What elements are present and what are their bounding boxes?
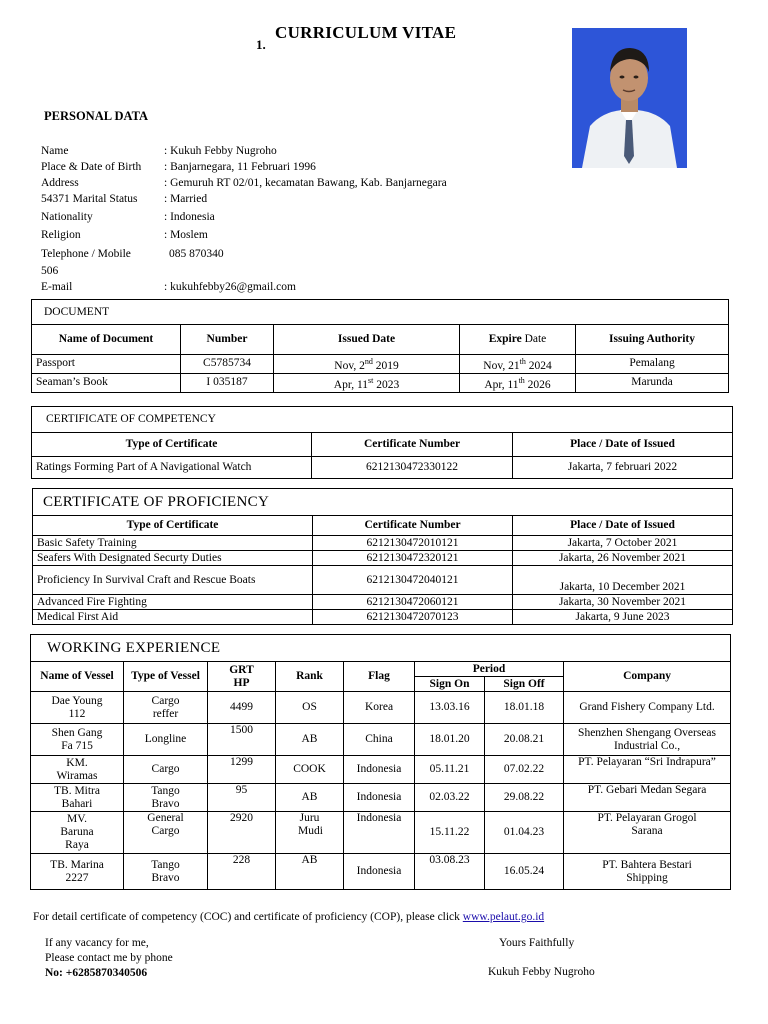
document-header-authority: Issuing Authority bbox=[576, 325, 729, 355]
personal-label-email: E-mail bbox=[41, 281, 73, 293]
cop-place: Jakarta, 7 October 2021 bbox=[513, 536, 733, 551]
work-grt: 228 bbox=[208, 854, 276, 890]
work-company: PT. Pelayaran “Sri Indrapura” bbox=[564, 756, 731, 784]
personal-value-email: : kukuhfebby26@gmail.com bbox=[164, 281, 296, 293]
work-grt: 1500 bbox=[208, 724, 276, 756]
work-vessel: MV. Baruna Raya bbox=[31, 812, 124, 854]
work-rank: OS bbox=[276, 692, 344, 724]
table-row bbox=[32, 457, 733, 479]
personal-label-birth: Place & Date of Birth bbox=[41, 161, 142, 173]
work-flag: Korea bbox=[344, 692, 415, 724]
work-vessel: KM. Wiramas bbox=[31, 756, 124, 784]
cop-type: Medical First Aid bbox=[33, 610, 313, 625]
page-title: CURRICULUM VITAE bbox=[275, 23, 457, 42]
table-row bbox=[31, 854, 731, 890]
work-sign-on: 05.11.21 bbox=[415, 756, 485, 784]
work-rank: AB bbox=[276, 724, 344, 756]
document-number: I 035187 bbox=[181, 373, 274, 392]
cop-place: Jakarta, 26 November 2021 bbox=[513, 551, 733, 566]
document-table bbox=[31, 299, 729, 393]
work-sign-off: 16.05.24 bbox=[485, 854, 564, 890]
work-vessel: TB. Mitra Bahari bbox=[31, 784, 124, 812]
personal-value-birth: : Banjarnegara, 11 Februari 1996 bbox=[164, 161, 316, 173]
document-header-expire: Expire Date bbox=[460, 325, 576, 355]
work-flag: Indonesia bbox=[344, 784, 415, 812]
work-header-sign-on: Sign On bbox=[415, 677, 485, 692]
cop-place: Jakarta, 30 November 2021 bbox=[513, 595, 733, 610]
work-rank: AB bbox=[276, 854, 344, 890]
table-row bbox=[33, 595, 733, 610]
work-sign-on: 13.03.16 bbox=[415, 692, 485, 724]
closing-text: Yours Faithfully bbox=[499, 937, 575, 949]
table-row bbox=[33, 566, 733, 595]
work-rank: Juru Mudi bbox=[276, 812, 344, 854]
table-row bbox=[31, 756, 731, 784]
work-sign-on: 03.08.23 bbox=[415, 854, 485, 890]
work-vessel: Shen Gang Fa 715 bbox=[31, 724, 124, 756]
table-row bbox=[31, 692, 731, 724]
cop-header-place: Place / Date of Issued bbox=[513, 516, 733, 536]
cop-place: Jakarta, 10 December 2021 bbox=[513, 566, 733, 595]
document-header-issued: Issued Date bbox=[274, 325, 460, 355]
personal-value-name: : Kukuh Febby Nugroho bbox=[164, 145, 277, 157]
document-header-name: Name of Document bbox=[32, 325, 181, 355]
work-sign-on: 02.03.22 bbox=[415, 784, 485, 812]
profile-photo bbox=[572, 28, 687, 168]
work-type: Tango Bravo bbox=[124, 784, 208, 812]
work-title: WORKING EXPERIENCE bbox=[31, 635, 731, 662]
cop-header-type: Type of Certificate bbox=[33, 516, 313, 536]
work-sign-off: 29.08.22 bbox=[485, 784, 564, 812]
work-header-vessel: Name of Vessel bbox=[31, 662, 124, 692]
work-grt: 1299 bbox=[208, 756, 276, 784]
work-experience-table bbox=[30, 634, 731, 890]
personal-label-name: Name bbox=[41, 145, 69, 157]
coc-header-number: Certificate Number bbox=[312, 433, 513, 457]
personal-value-telephone: 085 870340 bbox=[169, 248, 224, 260]
document-number: C5785734 bbox=[181, 355, 274, 374]
cop-header-number: Certificate Number bbox=[313, 516, 513, 536]
work-company: PT. Pelayaran Grogol Sarana bbox=[564, 812, 731, 854]
signature-name: Kukuh Febby Nugroho bbox=[488, 966, 595, 978]
document-expire: Nov, 21th 2024 bbox=[460, 355, 576, 374]
pelaut-link[interactable]: www.pelaut.go.id bbox=[462, 911, 545, 923]
document-name: Seaman’s Book bbox=[32, 373, 181, 392]
personal-value-marital: : Married bbox=[164, 193, 208, 205]
cop-number: 6212130472320121 bbox=[313, 551, 513, 566]
cop-type: Proficiency In Survival Craft and Rescue Boats bbox=[33, 566, 313, 595]
coc-number: 6212130472330122 bbox=[312, 457, 513, 479]
document-authority: Pemalang bbox=[576, 355, 729, 374]
personal-label-nationality: Nationality bbox=[41, 211, 93, 223]
work-sign-on: 15.11.22 bbox=[415, 812, 485, 854]
work-sign-off: 18.01.18 bbox=[485, 692, 564, 724]
document-expire: Apr, 11th 2026 bbox=[460, 373, 576, 392]
work-header-sign-off: Sign Off bbox=[485, 677, 564, 692]
document-header-number: Number bbox=[181, 325, 274, 355]
cop-table bbox=[32, 488, 733, 625]
cop-number: 6212130472040121 bbox=[313, 566, 513, 595]
document-authority: Marunda bbox=[576, 373, 729, 392]
work-header-rank: Rank bbox=[276, 662, 344, 692]
work-header-type: Type of Vessel bbox=[124, 662, 208, 692]
work-company: PT. Bahtera Bestari Shipping bbox=[564, 854, 731, 890]
coc-place: Jakarta, 7 februari 2022 bbox=[513, 457, 733, 479]
work-type: Cargo bbox=[124, 756, 208, 784]
cop-title: CERTIFICATE OF PROFICIENCY bbox=[33, 489, 733, 516]
personal-label-religion: Religion bbox=[41, 229, 81, 241]
table-row bbox=[31, 812, 731, 854]
work-flag: China bbox=[344, 724, 415, 756]
table-row bbox=[31, 724, 731, 756]
personal-label-telephone: Telephone / Mobile bbox=[41, 248, 131, 260]
work-grt: 4499 bbox=[208, 692, 276, 724]
work-rank: COOK bbox=[276, 756, 344, 784]
detail-note: For detail certificate of competency (COC) and certificate of proficiency (COP), please click www.pelaut.go.id bbox=[33, 911, 545, 923]
work-sign-off: 01.04.23 bbox=[485, 812, 564, 854]
table-row bbox=[32, 355, 729, 374]
contact-line-1: If any vacancy for me, bbox=[45, 937, 149, 949]
personal-label-phone-cont: 506 bbox=[41, 265, 59, 277]
contact-phone: No: +6285870340506 bbox=[45, 967, 148, 979]
cop-type: Basic Safety Training bbox=[33, 536, 313, 551]
document-issued: Nov, 2nd 2019 bbox=[274, 355, 460, 374]
document-name: Passport bbox=[32, 355, 181, 374]
table-row bbox=[33, 536, 733, 551]
work-flag: Indonesia bbox=[344, 854, 415, 890]
coc-type: Ratings Forming Part of A Navigational Watch bbox=[32, 457, 312, 479]
cop-number: 6212130472060121 bbox=[313, 595, 513, 610]
work-header-flag: Flag bbox=[344, 662, 415, 692]
coc-header-type: Type of Certificate bbox=[32, 433, 312, 457]
table-row bbox=[32, 373, 729, 392]
personal-value-address: : Gemuruh RT 02/01, kecamatan Bawang, Kab. Banjarnegara bbox=[164, 177, 447, 189]
contact-line-2: Please contact me by phone bbox=[45, 952, 173, 964]
personal-value-religion: : Moslem bbox=[164, 229, 208, 241]
work-rank: AB bbox=[276, 784, 344, 812]
cop-number: 6212130472070123 bbox=[313, 610, 513, 625]
work-company: Grand Fishery Company Ltd. bbox=[564, 692, 731, 724]
cop-type: Seafers With Designated Securty Duties bbox=[33, 551, 313, 566]
work-sign-off: 07.02.22 bbox=[485, 756, 564, 784]
work-type: General Cargo bbox=[124, 812, 208, 854]
work-sign-on: 18.01.20 bbox=[415, 724, 485, 756]
coc-header-place: Place / Date of Issued bbox=[513, 433, 733, 457]
personal-data-heading: PERSONAL DATA bbox=[44, 109, 149, 123]
personal-value-nationality: : Indonesia bbox=[164, 211, 215, 223]
work-company: Shenzhen Shengang Overseas Industrial Co., bbox=[564, 724, 731, 756]
work-vessel: TB. Marina 2227 bbox=[31, 854, 124, 890]
work-header-period: Period bbox=[415, 662, 564, 677]
person-photo-icon bbox=[572, 28, 687, 168]
personal-label-marital: 54371 Marital Status bbox=[41, 193, 138, 205]
document-title: DOCUMENT bbox=[32, 300, 729, 325]
coc-title: CERTIFICATE OF COMPETENCY bbox=[32, 407, 733, 433]
work-sign-off: 20.08.21 bbox=[485, 724, 564, 756]
cop-type: Advanced Fire Fighting bbox=[33, 595, 313, 610]
list-number: 1. bbox=[256, 37, 266, 52]
work-header-grt: GRT HP bbox=[208, 662, 276, 692]
document-issued: Apr, 11st 2023 bbox=[274, 373, 460, 392]
table-row bbox=[31, 784, 731, 812]
work-type: Cargo reffer bbox=[124, 692, 208, 724]
work-vessel: Dae Young 112 bbox=[31, 692, 124, 724]
work-header-company: Company bbox=[564, 662, 731, 692]
table-row bbox=[33, 610, 733, 625]
work-type: Tango Bravo bbox=[124, 854, 208, 890]
cop-number: 6212130472010121 bbox=[313, 536, 513, 551]
work-grt: 95 bbox=[208, 784, 276, 812]
work-flag: Indonesia bbox=[344, 812, 415, 854]
table-row bbox=[33, 551, 733, 566]
work-type: Longline bbox=[124, 724, 208, 756]
work-grt: 2920 bbox=[208, 812, 276, 854]
work-company: PT. Gebari Medan Segara bbox=[564, 784, 731, 812]
work-flag: Indonesia bbox=[344, 756, 415, 784]
cop-place: Jakarta, 9 June 2023 bbox=[513, 610, 733, 625]
coc-table bbox=[31, 406, 733, 479]
personal-label-address: Address bbox=[41, 177, 79, 189]
